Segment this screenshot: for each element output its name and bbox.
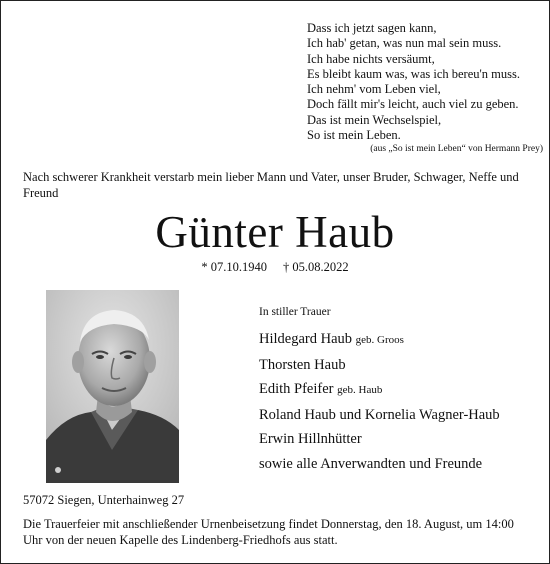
poem-line: Ich nehm' vom Leben viel, [307, 82, 441, 97]
poem-line: Es bleibt kaum was, was ich bereu'n muss. [307, 66, 520, 81]
mourner-maiden-name: geb. Groos [355, 334, 404, 346]
poem-line: Doch fällt mir's leicht, auch viel zu geben. [307, 97, 519, 112]
poem-line: Ich hab' getan, was nun mal sein muss. [307, 36, 502, 51]
mourner-name: Thorsten Haub [259, 356, 346, 373]
portrait-photo [46, 290, 179, 483]
mourner-entry [259, 452, 539, 477]
mourner-entry [259, 403, 539, 428]
life-dates [1, 259, 549, 275]
funeral-announcement: Die Trauerfeier mit anschließender Urnenbeisetzung findet Donnerstag, den 18. August, um 14:00 Uhr von der neuen Kapelle des Lindenberg-Friedhofs aus statt. [23, 517, 514, 547]
mourner-entry [259, 327, 539, 353]
poem-line: So ist mein Leben. [307, 128, 401, 143]
mourner-name: Edith Pfeifer [259, 381, 334, 397]
mourner-maiden-name: geb. Haub [337, 384, 383, 396]
mourner-name: sowie alle Anverwandten und Freunde [259, 455, 483, 472]
birth-date: * 07.10.1940 [201, 260, 267, 274]
mourners-heading: In stiller Trauer [259, 306, 331, 318]
mourner-entry [259, 427, 539, 452]
deceased-name: Günter Haub [155, 207, 395, 257]
mourner-name: Hildegard Haub [259, 331, 353, 347]
mourner-name: Erwin Hillnhütter [259, 431, 362, 447]
mourner-entry [259, 353, 539, 378]
poem-line: Dass ich jetzt sagen kann, [307, 21, 437, 35]
intro-text: Nach schwerer Krankheit verstarb mein lieber Mann und Vater, unser Bruder, Schwager, Neffe und Freund [23, 170, 519, 200]
portrait-image [46, 290, 179, 483]
mourner-entry [259, 377, 539, 403]
address: 57072 Siegen, Unterhainweg 27 [23, 493, 185, 507]
poem [307, 21, 543, 156]
mourner-name: Roland Haub und Kornelia Wagner-Haub [259, 406, 500, 423]
mourners-block [259, 305, 539, 476]
death-date: † 05.08.2022 [283, 260, 349, 274]
poem-line: Das ist mein Wechselspiel, [307, 112, 442, 127]
poem-source: (aus „So ist mein Leben“ von Hermann Prey) [370, 144, 543, 155]
poem-line: Ich habe nichts versäumt, [307, 51, 435, 66]
